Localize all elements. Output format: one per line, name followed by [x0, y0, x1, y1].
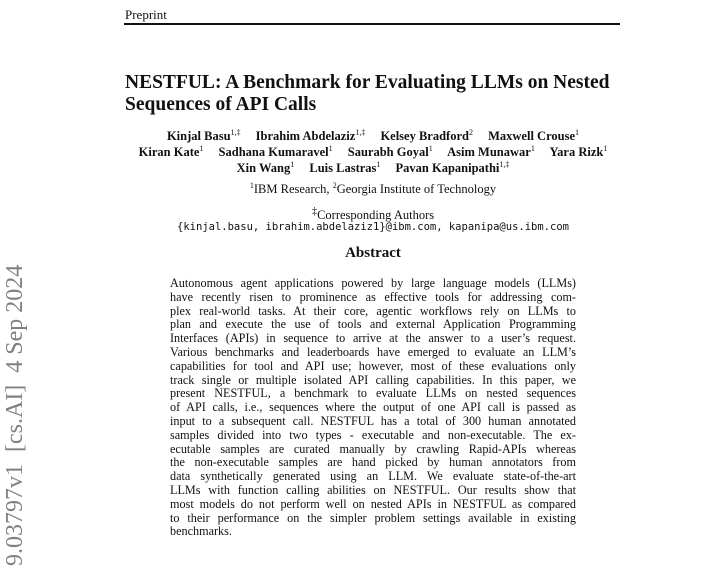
author-name: Xin Wang: [236, 161, 291, 175]
arxiv-identifier-stamp: 9.03797v1 [cs.AI] 4 Sep 2024: [2, 264, 28, 566]
abstract-line: capabilities for tool and API use; however, most of these evaluations only: [170, 358, 576, 373]
header-rule: [124, 23, 620, 25]
abstract-line: Various benchmarks and leaderboards have emerged to evaluate an LLM’s: [170, 344, 576, 359]
abstract-line: most models do not perform well on nested APIs in NESTFUL as compared: [170, 496, 576, 511]
abstract-line: present NESTFUL, a benchmark to evaluate LLMs on nested sequences: [170, 386, 576, 401]
author-affiliation-mark: 2: [468, 127, 473, 137]
author-name: Maxwell Crouse: [488, 129, 576, 143]
author-affiliation-mark: 1: [290, 159, 295, 169]
author-affiliation-mark: 1: [328, 143, 333, 153]
title-line-1: NESTFUL: A Benchmark for Evaluating LLMs on Nested: [125, 72, 610, 93]
abstract-heading: Abstract: [345, 245, 401, 261]
paper-title: [125, 72, 625, 116]
author-list: [110, 128, 636, 176]
author-name: Kiran Kate: [138, 145, 200, 159]
abstract-line: LLMs with function calling abilities on NESTFUL. Our results show that: [170, 482, 576, 497]
author-affiliation-mark: 1,‡: [355, 127, 366, 137]
author-affiliation-mark: 1: [603, 143, 608, 153]
author-name: Asim Munawar: [447, 145, 531, 159]
abstract-line: of API calls, i.e., sequences where the output of one API call is passed as: [170, 400, 576, 415]
affiliation-mark: 2: [332, 180, 337, 190]
abstract-line: plan and execute the use of tools and external Application Programming: [170, 317, 576, 332]
author-affiliation-mark: 1: [575, 127, 580, 137]
title-line-2: Sequences of API Calls: [125, 94, 317, 115]
author-name: Pavan Kapanipathi: [395, 161, 500, 175]
abstract-line: benchmarks.: [170, 524, 232, 539]
author-name: Kelsey Bradford: [380, 129, 469, 143]
abstract-line: Interfaces (APIs) in sequence to arrive at the answer to a user’s request.: [170, 331, 576, 346]
author-affiliation-mark: 1: [428, 143, 433, 153]
author-affiliation-mark: 1: [530, 143, 535, 153]
author-affiliation-mark: 1: [376, 159, 381, 169]
author-affiliation-mark: 1: [199, 143, 204, 153]
affiliation-ibm: IBM Research,: [253, 182, 333, 196]
affiliations: [110, 182, 636, 197]
abstract-line: the non-executable samples are hand picked by human annotators from: [170, 455, 576, 470]
author-emails: {kinjal.basu, ibrahim.abdelaziz1}@ibm.com, kapanipa@us.ibm.com: [177, 221, 569, 233]
corresponding-mark: ‡: [311, 206, 318, 217]
corresponding-label: Corresponding Authors: [317, 208, 435, 223]
author-row-2: [110, 144, 636, 160]
abstract-line: to their performance on the simpler problem settings available in existing: [170, 510, 576, 525]
author-name: Kinjal Basu: [166, 129, 231, 143]
abstract-line: input to a subsequent call. NESTFUL has a total of 300 human annotated: [170, 413, 576, 428]
author-name: Saurabh Goyal: [347, 145, 429, 159]
header-label: Preprint: [125, 7, 167, 22]
author-row-1: [110, 128, 636, 144]
abstract-line: Autonomous agent applications powered by large language models (LLMs): [170, 276, 576, 290]
author-affiliation-mark: 1,‡: [230, 127, 241, 137]
author-affiliation-mark: 1,‡: [499, 159, 510, 169]
abstract-line: ecutable samples are curated manually by crawling Rapid-APIs whereas: [170, 441, 576, 456]
abstract-body: [170, 277, 576, 539]
abstract-line: samples divided into two types - executable and non-executable. The ex-: [170, 427, 576, 442]
abstract-line: have recently risen to prominence as effective tools for addressing com-: [170, 289, 576, 304]
abstract-line: plex real-world tasks. At their core, agentic workflows rely on LLMs to: [170, 303, 576, 318]
affiliation-georgia-tech: Georgia Institute of Technology: [336, 182, 497, 196]
abstract-line: data synthetically generated using an LLM. We evaluate state-of-the-art: [170, 469, 576, 484]
author-name: Sadhana Kumaravel: [218, 145, 329, 159]
author-row-3: [110, 160, 636, 176]
author-name: Ibrahim Abdelaziz: [255, 129, 356, 143]
affiliation-mark: 1: [249, 180, 254, 190]
author-name: Luis Lastras: [309, 161, 377, 175]
author-name: Yara Rizk: [549, 145, 604, 159]
abstract-line: track single or multiple isolated API calling capabilities. In this paper, we: [170, 372, 576, 387]
